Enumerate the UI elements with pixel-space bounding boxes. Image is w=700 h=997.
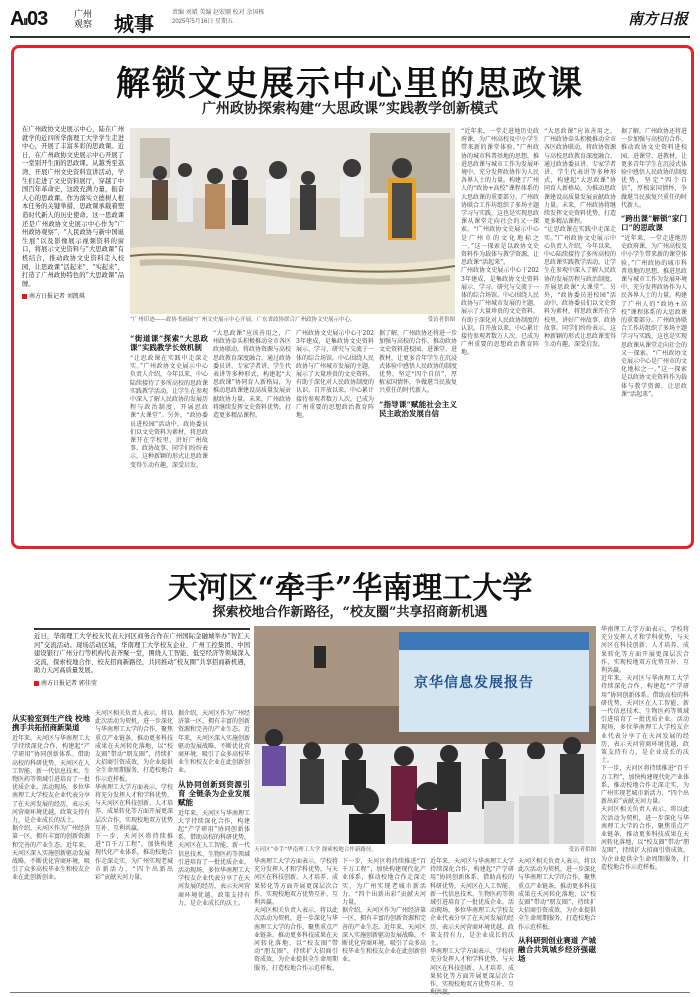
article2-byline: 南方日报记者 郭佳莹 (34, 680, 250, 689)
article1-subhead-1: “街道课”探索“大思政课”实践教学长效机制 (130, 334, 208, 352)
article2-column-3: 据介绍，天河区作为广州经济第一区，拥有丰富的创新资源和完善的产业生态。近年来，天河区深入实施创新驱动发展战略，不断优化营商环境，吸引了众多高校毕业生和校友企业在此创新创业。 从协同创新到资源引育 全链条为企业发展赋能 近年来，天河区与华南理工大学持续深化合作，构建起“产学研用”协同创新体系。借助高校的科研优势，天河区在人工智能、新一代信息技术、生物医药等领域引进培育了一批优质企业。活动现场，多位华南理工大学校友企业代表分享了在天河发展的经历，表示天河营商环境优越，政策支持有力，是企业成长的沃土。 (178, 710, 251, 907)
exhibition-photo (130, 128, 455, 314)
article1-intro: 在广州政协文史展示中心，陆在广州就学的近四所华南理工大学学生走进中心，开展了丰富多彩的思政课。近日，在广州政协文史展示中心开展了一堂别开生面的思政课。从越秀至荔湾、开展广州文史资料宣讲活动，学生们走进了文史资料展厅，穿越了中国百年革命史，这段充满力量，振奋人心的思政课。作为落实立德树人根本任务的关键举措，思政课承载着塑造时代新人的历史使命。这一思政课还是广州政协文史展示中心作为“广州政协观察”、“人民政协与新中国诞生展”以及影像展示视频资料的窗口，将展示文史资料与“大思政课”有机结合，推动政协文史资料走入校园，让思政课“活起来”、“实起来”，打造了广州政协特色的“大思政课”品牌。 南方日报记者 刘凯琪 (22, 126, 124, 301)
article2-photo-credit: 受访者供图 (568, 847, 596, 853)
header-meta: 责编 刘斌 美编 赵宏顺 校对 余国栋 2025年5月16日 星期五 (172, 10, 265, 25)
article1-column-1: “近年来，一堂走进地历史政府课，为广州高校及中小学生带来新的课堂体验。”广州政协的城市科普基地的思想，推进思政课与城市工作为发展环境中，充分发挥政协作为人民各界人士的力量。构建了广州人的“政协+高校”课程体系的大思政课的重要部分。广州政协联合工作坊组织了多场主题学习与实践，这也是实现思政课从课堂走向社会的又一探索。“广州政协文史展示中心是广州市的文化地标之一。”这一探索是以政协文史资料作为载体与教学资源，让思政课“活起来”。 广州政协文史展示中心于2023年建成，是集政协文史资料展示、学习、研究与交流于一体的综合场馆。中心围绕人民政协与广州城市发展的主题，展示了大量珍贵的文史资料，有助于深化对人民政协制度的认识。自开放以来，中心累计接待参观者数万人次，已成为广州重要的思想政治教育阵地。 (461, 128, 540, 357)
newspaper-header (0, 0, 700, 40)
article1-subhead-3: “跨出课”解锁“家门口”的思政课 (621, 214, 687, 233)
article2-subhead-3: 从科研到创业赛道 产城融合共筑城乡经济强磁场 (518, 935, 596, 963)
article1-column-3: “大思政课”应该善用之，广州政协牵头积极推动全市各区政协联动，将政协资源与高校思政教育深度融合。通过政协委员讲、专家学者讲、学生代表讲等多种形式，构建起“大思政课”协同育人新格局，为推动思政课建设高质量发展贡献政协力量。未来，广州政协将继续发挥文史资料优势，打造更多精品课程。 (213, 330, 292, 420)
article2-column-7: 天河区相关负责人表示，将以此次活动为契机，进一步深化与华南理工大学的合作，聚焦重点产业链条，推动更多科技成果在天河转化落地，以“校友圈”带动“朋友圈”，持续扩大招商引资成效，为企业提供全生命周期服务，打造校地合作示范样板。 从科研到创业赛道 产城融合共筑城乡经济强磁场 (518, 858, 597, 963)
article1-photo-credit: 受访者供图 (427, 317, 455, 323)
screen-banner: 京华信息发展报告 (414, 674, 534, 690)
article2-column-4: 华南理工大学方面表示，学校将充分发挥人才和学科优势，与天河区在科技创新、人才培养、成果转化等方面开展更深层次合作，实现校地双方优势互补、互利共赢。 天河区相关负责人表示，将以此次活动为契机，进一步深化与华南理工大学的合作，聚焦重点产业链条，推动更多科技成果在天河转化落地，以“校友圈”带动“朋友圈”，持续扩大招商引资成效，为企业提供全生命周期服务，打造校地合作示范样板。 (254, 858, 339, 972)
article2-column-2: 天河区相关负责人表示，将以此次活动为契机，进一步深化与华南理工大学的合作，聚焦重点产业链条，推动更多科技成果在天河转化落地，以“校友圈”带动“朋友圈”，持续扩大招商引资成效，为企业提供全生命周期服务，打造校地合作示范样板。 华南理工大学方面表示，学校将充分发挥人才和学科优势，与天河区在科技创新、人才培养、成果转化等方面开展更深层次合作，实现校地双方优势互补、互利共赢。 下一步，天河区将持续推进“百千万工程”，加快构建现代化产业体系，推动校地合作走深走实，为广州实现老城市新活力、“四个出新出彩”贡献天河力量。 (95, 710, 174, 882)
article2-intro: 近日，华南理工大学校友代表天河区商务合作在广州国际金融城举办“智汇天河”交流活动。现场活动区域，华南理工大学校友企业、广州工控集团、中国建设银行广州分行等机构代表齐聚一堂，围绕人工智能、低空经济等领域深入交流，探索校地合作、校友招商新路径，共同推动“校友圈”共享招商新机遇，助力天河高质量发展。 南方日报记者 郭佳莹 (34, 628, 250, 709)
article1-column-5: 据了解，广州政协还将进一步加强与高校的合作，推动政协文史资料进校园、进课堂、进教材，让更多青年学生在沉浸式体验中感悟人民政协的制度优势，坚定“四个自信”，厚植家国情怀，争做堪当民族复兴重任的时代新人。 “指导课”赋能社会主义民主政治发展自信 (379, 330, 458, 418)
article2-column-1: 从实验室到生产线 校地携手共拓招商新渠道 近年来，天河区与华南理工大学持续深化合作，构建起“产学研用”协同创新体系。借助高校的科研优势，天河区在人工智能、新一代信息技术、生物医药等领域引进培育了一批优质企业。活动现场，多位华南理工大学校友企业代表分享了在天河发展的经历，表示天河营商环境优越，政策支持有力，是企业成长的沃土。 据介绍，天河区作为广州经济第一区，拥有丰富的创新资源和完善的产业生态。近年来，天河区深入实施创新驱动发展战略，不断优化营商环境，吸引了众多高校毕业生和校友企业在此创新创业。 (12, 714, 91, 882)
article1-photo-caption: “广州印迹——政协书画展”广州文史展示中心开展，广东省政协联合广州政协文史展示中心。 (130, 317, 356, 323)
section-label: 广州 观察 (74, 10, 93, 30)
page-number: AII03 (10, 8, 48, 30)
article2-subtitle: 探索校地合作新路径，“校友圈”共享招商新机遇 (212, 605, 488, 620)
article1-column-7: 据了解，广州政协还将进一步加强与高校的合作，推动政协文史资料进校园、进课堂、进教材，让更多青年学生在沉浸式体验中感悟人民政协的制度优势，坚定“四个自信”，厚植家国情怀，争做堪当民族复兴重任的时代新人。 “跨出课”解锁“家门口”的思政课 “近年来，一堂走进地历史政府课，为广州高校及中小学生带来新的课堂体验。”广州政协的城市科普基地的思想，推进思政课与城市工作为发展环境中，充分发挥政协作为人民各界人士的力量。构建了广州人的“政协+高校”课程体系的大思政课的重要部分。广州政协联合工作坊组织了多场主题学习与实践，这也是实现思政课从课堂走向社会的又一探索。“广州政协文史展示中心是广州市的文化地标之一。”这一探索是以政协文史资料作为载体与教学资源，让思政课“活起来”。 (621, 128, 688, 398)
page-bottom-rule (10, 992, 690, 993)
article1-title: 解锁文史展示中心里的思政课 (116, 64, 584, 104)
article2-subhead-2: 从协同创新到资源引育 全链条为企业发展赋能 (178, 779, 250, 807)
article1-column-2: “街道课”探索“大思政课”实践教学长效机制 “让思政课在实践中走深走实。”广州政协文史展示中心负责人介绍，今年以来，中心陆续接待了多所高校的思政课实践教学活动，让学生在参观中深入了解人民政协的发展历程与政治制度，开展思政课“大课堂”。另外，“政协委员进校园”活动中，政协委员们以文史资料为素材，将思政课开在学校里，讲好广州故事、政协故事。同学们纷纷表示，这种新颖的形式让思政课变得生动有趣，深受启发。 (130, 334, 209, 469)
article1-subhead-2: “指导课”赋能社会主义民主政治发展自信 (379, 399, 457, 418)
article1-photo (130, 128, 455, 314)
brand-logo: 南方日报 (627, 10, 688, 28)
article2-title: 天河区“牵手”华南理工大学 (167, 571, 533, 606)
article2-column-5: 下一步，天河区将持续推进“百千万工程”，加快构建现代化产业体系，推动校地合作走深走实，为广州实现老城市新活力、“四个出新出彩”贡献天河力量。 据介绍，天河区作为广州经济第一区，拥有丰富的创新资源和完善的产业生态。近年来，天河区深入实施创新驱动发展战略，不断优化营商环境，吸引了众多高校毕业生和校友企业在此创新创业。 (342, 858, 427, 964)
article1-subtitle: 广州政协探索构建“大思政课”实践教学创新模式 (201, 101, 499, 117)
article2-subhead-1: 从实验室到生产线 校地携手共拓招商新渠道 (12, 714, 90, 732)
article1-byline: 南方日报记者 刘凯琪 (22, 293, 124, 302)
article1-column-4: 广州政协文史展示中心于2023年建成，是集政协文史资料展示、学习、研究与交流于一体的综合场馆。中心围绕人民政协与广州城市发展的主题，展示了大量珍贵的文史资料，有助于深化对人民政协制度的认识。自开放以来，中心累计接待参观者数万人次，已成为广州重要的思想政治教育阵地。 (296, 330, 375, 420)
article2-photo-caption: 天河区“牵手”华南理工大学 探索校地合作新路径。 (254, 847, 377, 853)
article1-column-6: “大思政课”应该善用之，广州政协牵头积极推动全市各区政协联动，将政协资源与高校思政教育深度融合。通过政协委员讲、专家学者讲、学生代表讲等多种形式，构建起“大思政课”协同育人新格局，为推动思政课建设高质量发展贡献政协力量。未来，广州政协将继续发挥文史资料优势，打造更多精品课程。 “让思政课在实践中走深走实。”广州政协文史展示中心负责人介绍，今年以来，中心陆续接待了多所高校的思政课实践教学活动，让学生在参观中深入了解人民政协的发展历程与政治制度，开展思政课“大课堂”。另外，“政协委员进校园”活动中，政协委员们以文史资料为素材，将思政课开在学校里，讲好广州故事、政协故事。同学们纷纷表示，这种新颖的形式让思政课变得生动有趣，深受启发。 (544, 128, 617, 349)
article2-column-6: 近年来，天河区与华南理工大学持续深化合作，构建起“产学研用”协同创新体系。借助高校的科研优势，天河区在人工智能、新一代信息技术、生物医药等领域引进培育了一批优质企业。活动现场，多位华南理工大学校友企业代表分享了在天河发展的经历，表示天河营商环境优越，政策支持有力，是企业成长的沃土。 华南理工大学方面表示，学校将充分发挥人才和学科优势，与天河区在科技创新、人才培养、成果转化等方面开展更深层次合作，实现校地双方优势互补、互 (430, 858, 515, 989)
meeting-photo (254, 626, 596, 844)
header-rule (10, 36, 690, 38)
article2-photo (254, 626, 596, 844)
article2-column-8: 华南理工大学方面表示，学校将充分发挥人才和学科优势，与天河区在科技创新、人才培养、成果转化等方面开展更深层次合作，实现校地双方优势互补、互利共赢。 近年来，天河区与华南理工大学持续深化合作，构建起“产学研用”协同创新体系。借助高校的科研优势，天河区在人工智能、新一代信息技术、生物医药等领域引进培育了一批优质企业。活动现场，多位华南理工大学校友企业代表分享了在天河发展的经历，表示天河营商环境优越，政策支持有力，是企业成长的沃土。 下一步，天河区将持续推进“百千万工程”，加快构建现代化产业体系，推动校地合作走深走实，为广州实现老城市新活力、“四个出新出彩”贡献天河力量。 天河区相关负责人表示，将以此次活动为契机，进一步深化与华南理工大学的合作，聚焦重点产业链条，推动更多科技成果在天河转化落地，以“校友圈”带动“朋友圈”，持续扩大招商引资成效，为企业提供全生命周期服务，打造校地合作示范样板。 (601, 626, 689, 871)
section-title: 城事 (114, 14, 154, 36)
